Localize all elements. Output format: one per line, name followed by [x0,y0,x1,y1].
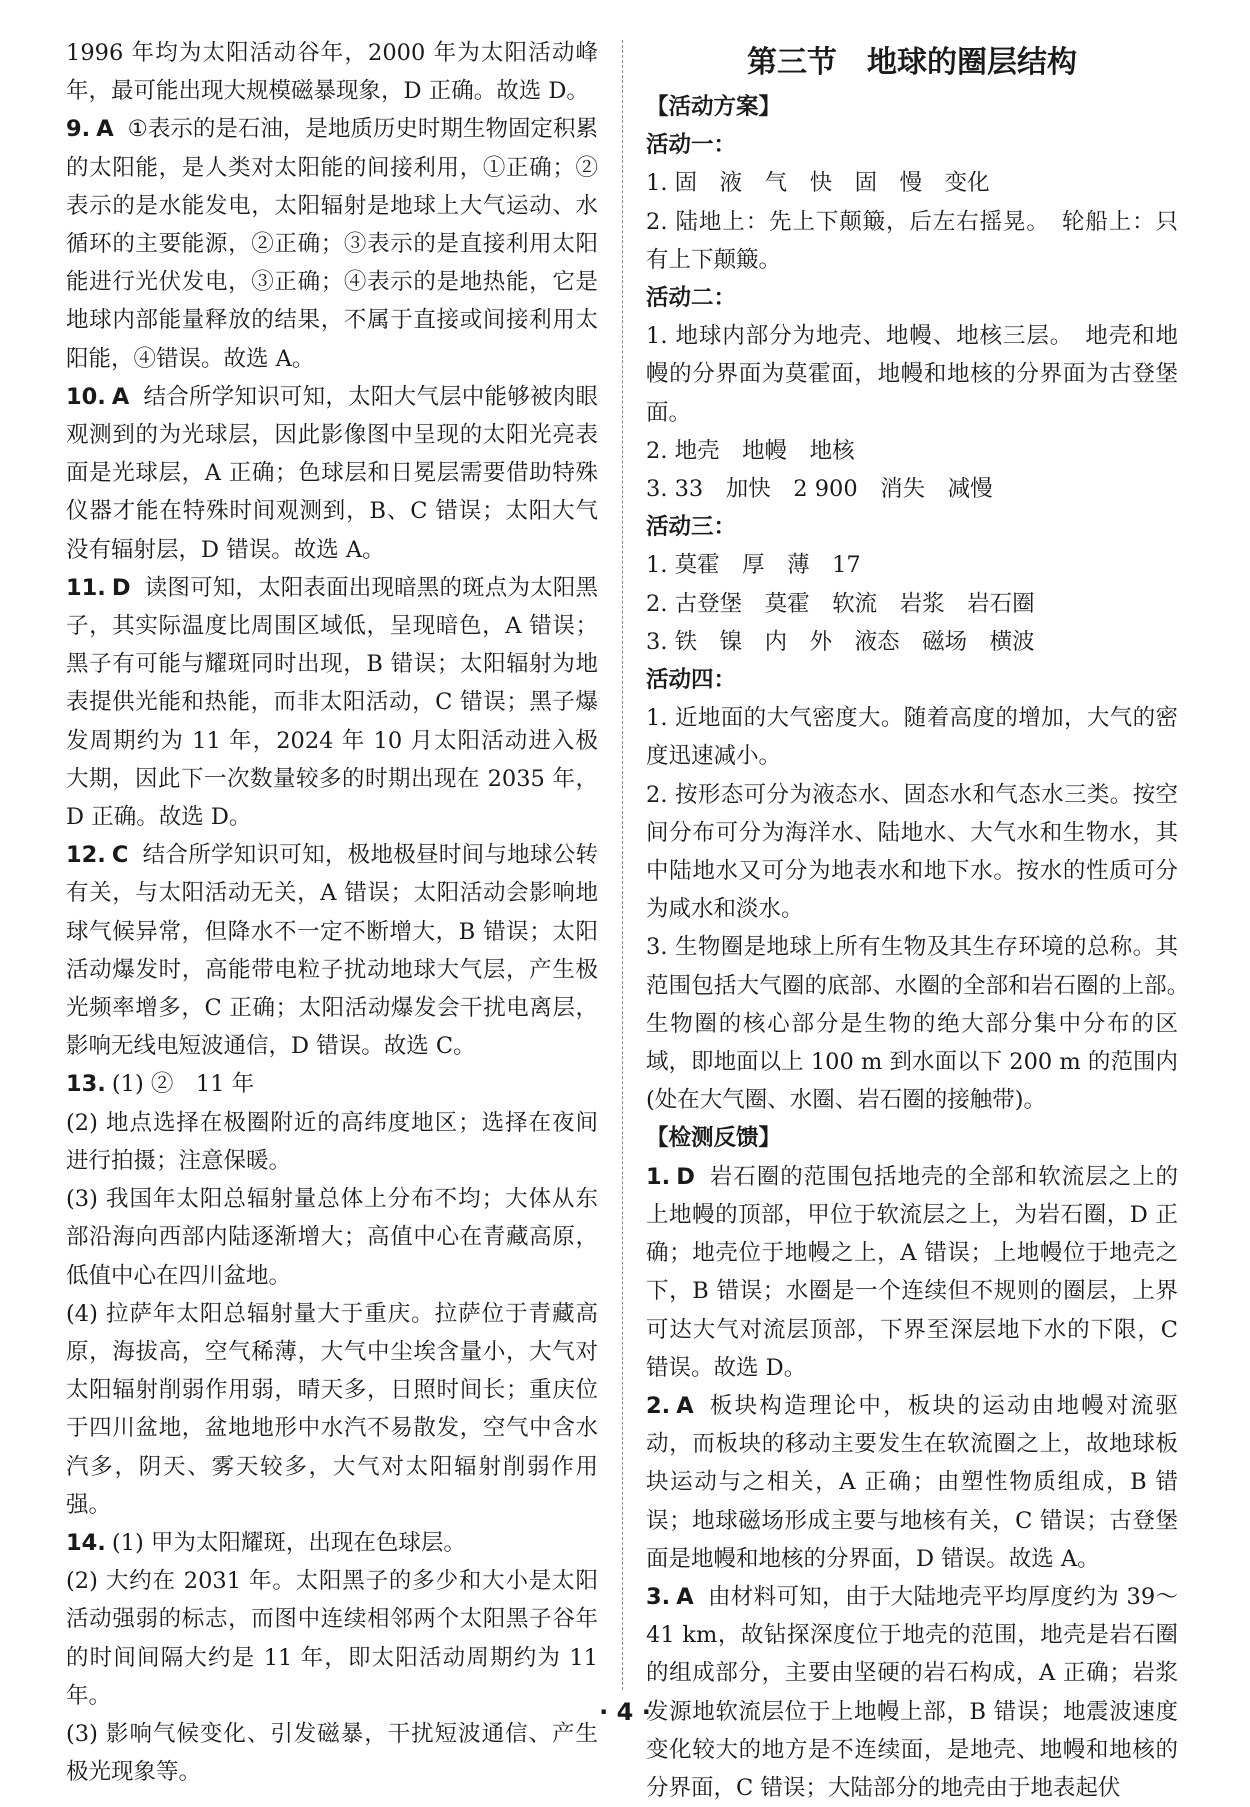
answer-letter: C [111,842,129,869]
question-9 [66,110,598,377]
feedback-question-1 [646,1158,1178,1387]
question-number: 10. [66,383,106,410]
question-number: 2. [646,1392,671,1419]
question-14-part-1 [66,1524,598,1562]
answer-letter: D [676,1163,695,1190]
answer-letter: A [111,383,130,410]
answer-letter: A [676,1392,694,1419]
question-number: 3. [646,1583,671,1610]
question-number: 9. [66,116,91,143]
question-number: 13. [66,1071,106,1098]
explanation: ①表示的是石油，是地质历史时期生物固定积累的太阳能，是人类对太阳能的间接利用，①正确；②表示的是水能发电，太阳辐射是地球上大气运动、水循环的主要能源，②正确；③表示的是直接利用太阳能进行光伏发电，③正确；④表示的是地热能，它是地球内部能量释放的结果，不属于直接或间接利用太阳能，④错误。故选 A。 [66,116,598,372]
question-12 [66,836,598,1065]
intro-paragraph: 1996 年均为太阳活动谷年，2000 年为太阳活动峰年，最可能出现大规模磁暴现象，D 正确。故选 D。 [66,40,598,105]
activity-1-label: 活动一： [646,132,737,159]
section-heading-activity-plan: 【活动方案】 [646,94,782,120]
answer-letter: A [96,116,114,143]
question-number: 14. [66,1529,106,1556]
activity-4-item-2: 2. 按形态可分为液态水、固态水和气态水三类。按空间分布可分为海洋水、陆地水、大气水和生物水，其中陆地水又可分为地表水和地下水。按水的性质可分为咸水和淡水。 [646,781,1178,923]
answer-letter: D [111,574,131,601]
answer-text: (1) 甲为太阳耀斑，出现在色球层。 [111,1529,466,1556]
answer-text: (1) ② 11 年 [111,1071,255,1098]
activity-2-item-1: 1. 地球内部分为地壳、地幔、地核三层。 地壳和地幔的分界面为莫霍面，地幔和地核的分界面为古登堡面。 [646,323,1178,426]
right-column [646,34,1201,1807]
activity-4-item-1: 1. 近地面的大气密度大。随着高度的增加，大气的密度迅速减小。 [646,705,1178,770]
question-13-part-1 [66,1065,598,1103]
answer-letter: A [676,1583,694,1610]
section-heading-feedback: 【检测反馈】 [646,1125,782,1152]
explanation: 岩石圈的范围包括地壳的全部和软流层之上的上地幔的顶部，甲位于软流层之上，为岩石圈，D 正确；地壳位于地幔之上，A 错误；上地幔位于地壳之下，B 错误；水圈是一个连续但不规则的圈层，上界可达大气对流层顶部，下界至深层地下水的下限，C 错误。故选 D。 [646,1163,1178,1381]
explanation: 由材料可知，由于大陆地壳平均厚度约为 39～41 km，故钻探深度位于地壳的范围，地壳是岩石圈的组成部分，主要由坚硬的岩石构成，A 正确；岩浆发源地软流层位于上地幔上部，B 错误；地震波速度变化较大的地方是不连续面，是地壳、地幔和地核的分界面，C 错误；大陆部分的地壳由于地表起伏 [646,1583,1178,1801]
question-10 [66,378,598,569]
question-number: 12. [66,842,106,869]
activity-4-label: 活动四： [646,667,737,694]
question-14-part-2: (2) 大约在 2031 年。太阳黑子的多少和大小是太阳活动强弱的标志，而图中连续相邻两个太阳黑子谷年的时间间隔大约是 11 年，即太阳活动周期约为 11 年。 [66,1568,598,1709]
activity-2-item-3: 3. 33 加快 2 900 消失 减慢 [646,476,993,503]
question-number: 11. [66,574,106,601]
section-title: 第三节 地球的圈层结构 [747,45,1077,80]
activity-2-label: 活动二： [646,285,737,312]
activity-4-item-3: 3. 生物圈是地球上所有生物及其生存环境的总称。其范围包括大气圈的底部、水圈的全部和岩石圈的上部。 生物圈的核心部分是生物的绝大部分集中分布的区域，即地面以上 100 m 到水面以下 200 m 的范围内(处在大气圈、水圈、岩石圈的接触带)。 [646,934,1201,1114]
question-11 [66,569,598,836]
explanation: 读图可知，太阳表面出现暗黑的斑点为太阳黑子，其实际温度比周围区域低，呈现暗色，A 错误；黑子有可能与耀斑同时出现，B 错误；太阳辐射为地表提供光能和热能，而非太阳活动，C 错误；黑子爆发周期约为 11 年，2024 年 10 月太阳活动进入极大期，因此下一次数量较多的时期出现在 2035 年，D 正确。故选 D。 [66,574,598,831]
activity-3-label: 活动三： [646,514,737,541]
question-14-part-3: (3) 影响气候变化、引发磁暴，干扰短波通信、产生极光现象等。 [66,1720,598,1786]
question-13-part-2: (2) 地点选择在极圈附近的高纬度地区；选择在夜间进行拍摄；注意保暖。 [66,1109,598,1174]
explanation: 结合所学知识可知，极地极昼时间与地球公转有关，与太阳活动无关，A 错误；太阳活动会影响地球气候异常，但降水不一定不断增大，B 错误；太阳活动爆发时，高能带电粒子扰动地球大气层，产生极光频率增多，C 正确；太阳活动爆发会干扰电离层，影响无线电短波通信，D 错误。故选 C。 [66,842,598,1060]
left-column [66,34,598,1791]
explanation: 结合所学知识可知，太阳大气层中能够被肉眼观测到的为光球层，因此影像图中呈现的太阳光亮表面是光球层，A 正确；色球层和日冕层需要借助特殊仪器才能在特殊时间观测到，B、C 错误；太阳大气没有辐射层，D 错误。故选 A。 [66,383,598,563]
activity-3-item-3: 3. 铁 镍 内 外 液态 磁场 横波 [646,628,1035,655]
explanation: 板块构造理论中，板块的运动由地幔对流驱动，而板块的移动主要发生在软流圈之上，故地球板块运动与之相关，A 正确；由塑性物质组成，B 错误；地球磁场形成主要与地核有关，C 错误；古登堡面是地幔和地核的分界面，D 错误。故选 A。 [646,1392,1178,1572]
activity-3-item-2: 2. 古登堡 莫霍 软流 岩浆 岩石圈 [646,590,1035,617]
question-number: 1. [646,1163,671,1190]
question-13-part-3: (3) 我国年太阳总辐射量总体上分布不均；大体从东部沿海向西部内陆逐渐增大；高值中心在青藏高原，低值中心在四川盆地。 [66,1186,598,1289]
question-13-part-4: (4) 拉萨年太阳总辐射量大于重庆。拉萨位于青藏高原，海拔高，空气稀薄，大气中尘埃含量小，大气对太阳辐射削弱作用弱，晴天多，日照时间长；重庆位于四川盆地，盆地地形中水汽不易散发，空气中含水汽多，阴天、雾天较多，大气对太阳辐射削弱作用强。 [66,1300,598,1518]
activity-1-item-1: 1. 固 液 气 快 固 慢 变化 [646,170,990,197]
column-divider [622,40,623,1690]
activity-2-item-2: 2. 地壳 地幔 地核 [646,437,855,464]
feedback-question-3 [646,1578,1178,1807]
activity-3-item-1: 1. 莫霍 厚 薄 17 [646,552,861,579]
page-number: · 4 · [599,1698,651,1726]
feedback-question-2 [646,1387,1178,1578]
activity-1-item-2: 2. 陆地上：先上下颠簸，后左右摇晃。 轮船上：只有上下颠簸。 [646,208,1178,273]
